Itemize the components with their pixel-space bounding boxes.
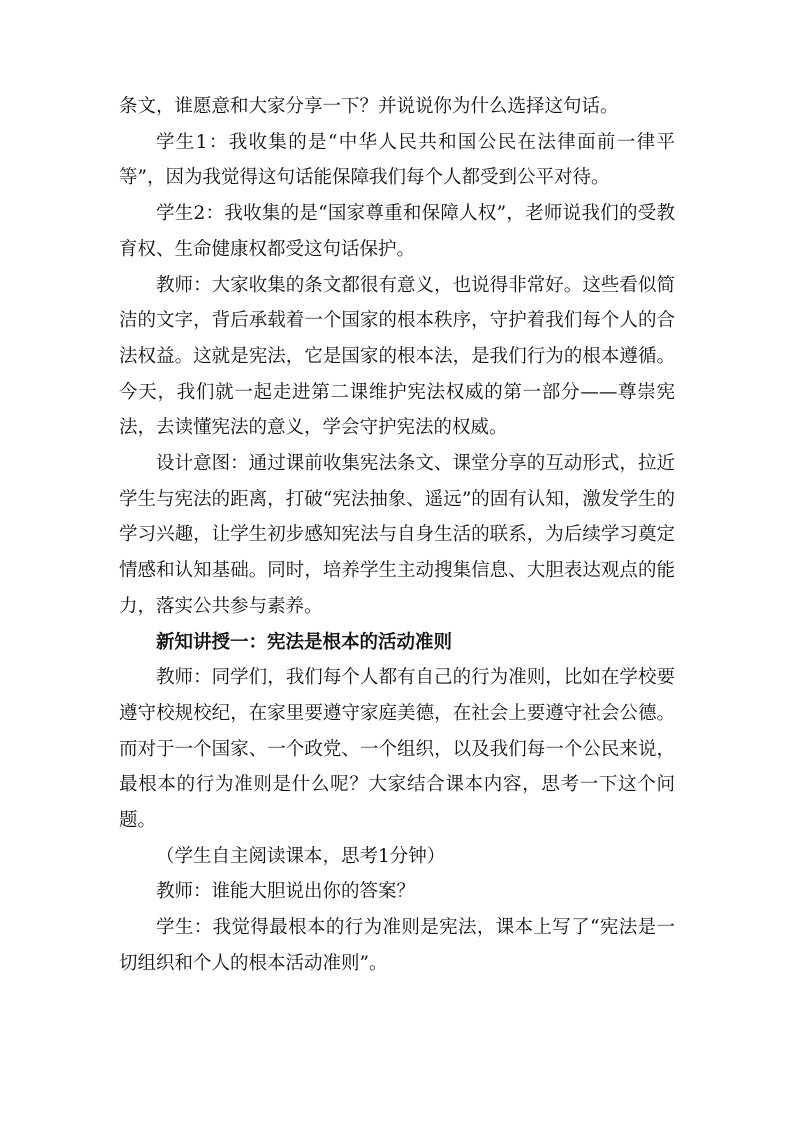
section-heading: 新知讲授一：宪法是根本的活动准则 — [156, 631, 453, 653]
paragraph-teacher-intro: 教师：大家收集的条文都很有意义，也说得非常好。这些看似简洁的文字，背后承载着一个国家的根本秩序，守护着我们每个人的合法权益。这就是宪法，它是国家的根本法，是我们行为的根本遵循。今天，我们就一起走进第二课维护宪法权威的第一部分——尊崇宪法，去读懂宪法的意义，学会守护宪法的权威。 — [119, 274, 675, 439]
paragraph-activity-note: （学生自主阅读课本，思考1分钟） — [156, 845, 446, 867]
paragraph-student-answer: 学生：我觉得最根本的行为准则是宪法，课本上写了“宪法是一切组织和个人的根本活动准则”。 — [119, 917, 675, 974]
paragraph-student2: 学生2：我收集的是“国家尊重和保障人权”，老师说我们的受教育权、生命健康权都受这句话保护。 — [119, 203, 675, 260]
paragraph-student1: 学生1：我收集的是“中华人民共和国公民在法律面前一律平等”，因为我觉得这句话能保障我们每个人都受到公平对待。 — [119, 131, 675, 189]
paragraph-continuation: 条文，谁愿意和大家分享一下？并说说你为什么选择这句话。 — [119, 96, 619, 117]
paragraph-teacher-question: 教师：同学们，我们每个人都有自己的行为准则，比如在学校要遵守校规校纪，在家里要遵守家庭美德，在社会上要遵守社会公德。而对于一个国家、一个政党、一个组织，以及我们每一个公民来说，最根本的行为准则是什么呢？大家结合课本内容，思考一下这个问题。 — [119, 667, 675, 832]
document-body — [119, 89, 675, 982]
paragraph-teacher-prompt: 教师：谁能大胆说出你的答案？ — [156, 881, 416, 903]
paragraph-design-intent: 设计意图：通过课前收集宪法条文、课堂分享的互动形式，拉近学生与宪法的距离，打破“宪法抽象、遥远”的固有认知，激发学生的学习兴趣，让学生初步感知宪法与自身生活的联系，为后续学习奠定情感和认知基础。同时，培养学生主动搜集信息、大胆表达观点的能力，落实公共参与素养。 — [119, 453, 675, 617]
